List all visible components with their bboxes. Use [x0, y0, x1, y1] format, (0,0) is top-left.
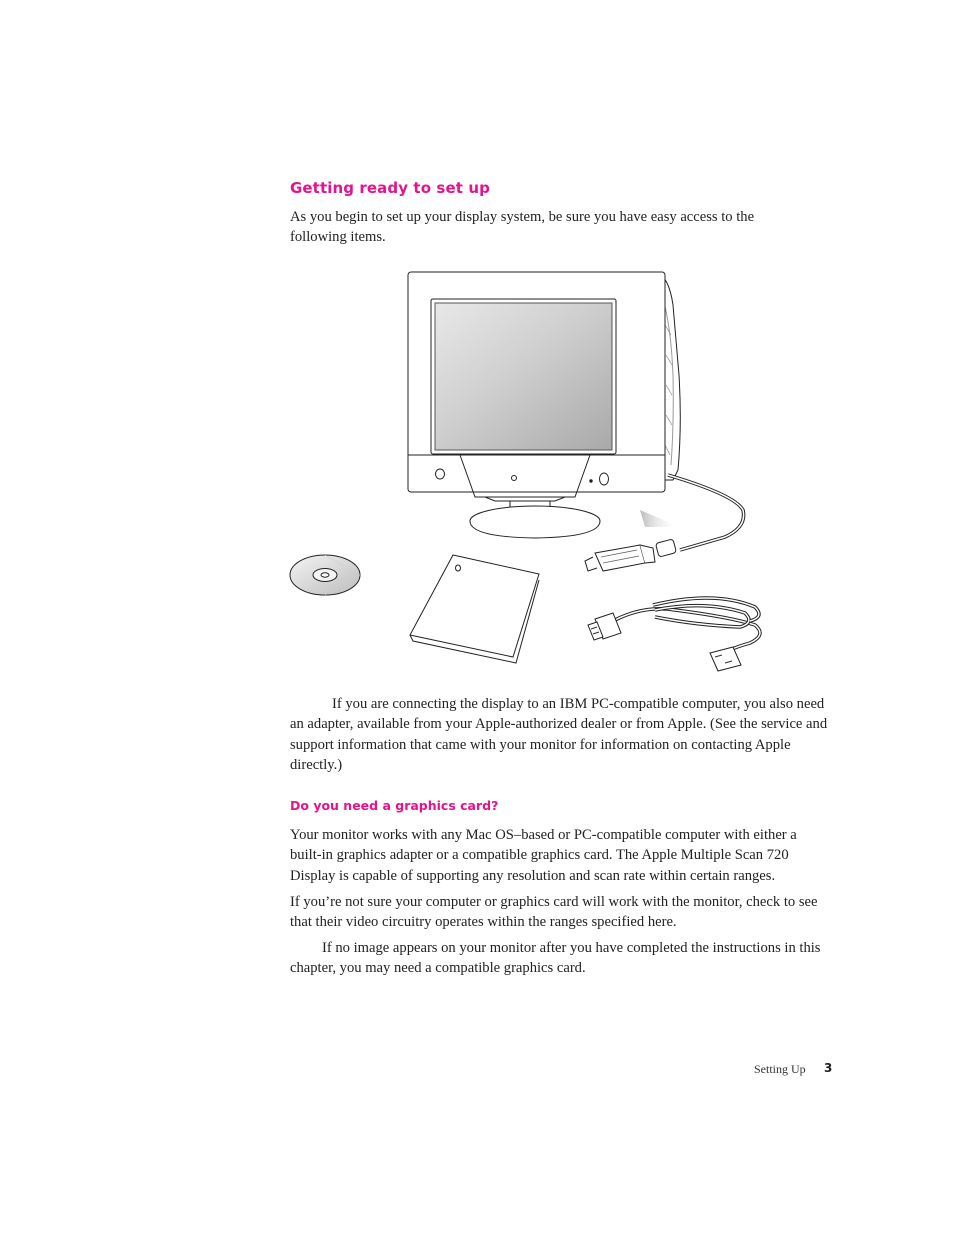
adapter-paragraph: If you are connecting the display to an IBM PC-compatible computer, you also need an adapter, available from your Apple-authorized dealer or from Apple. (See the service and support information that came with your monitor for information on contacting Apple directly.)	[290, 696, 828, 774]
intro-paragraph: As you begin to set up your display system, be sure you have easy access to the following items.	[290, 209, 755, 246]
power-cord-icon	[588, 598, 760, 671]
compatibility-paragraph: Your monitor works with any Mac OS–based or PC-compatible computer with either a built-in graphics adapter or a compatible graphics card. The Apple Multiple Scan 720 Display is capable of supporting any resolution and scan rate within certain ranges.	[290, 827, 797, 884]
subsection-heading: Do you need a graphics card?	[290, 798, 499, 813]
setup-items-illustration	[285, 265, 765, 685]
section-heading: Getting ready to set up	[290, 179, 490, 197]
manual-icon	[410, 555, 539, 663]
footer-section-name: Setting Up	[754, 1062, 806, 1076]
no-image-paragraph: If no image appears on your monitor after you have completed the instructions in this chapter, you may need a compatible graphics card.	[290, 940, 821, 977]
page-number: 3	[824, 1061, 833, 1075]
monitor-icon	[408, 272, 680, 538]
check-paragraph: If you’re not sure your computer or graphics card will work with the monitor, check to see that their video circuitry operates within the ranges specified here.	[290, 894, 818, 931]
cd-icon	[290, 555, 360, 595]
